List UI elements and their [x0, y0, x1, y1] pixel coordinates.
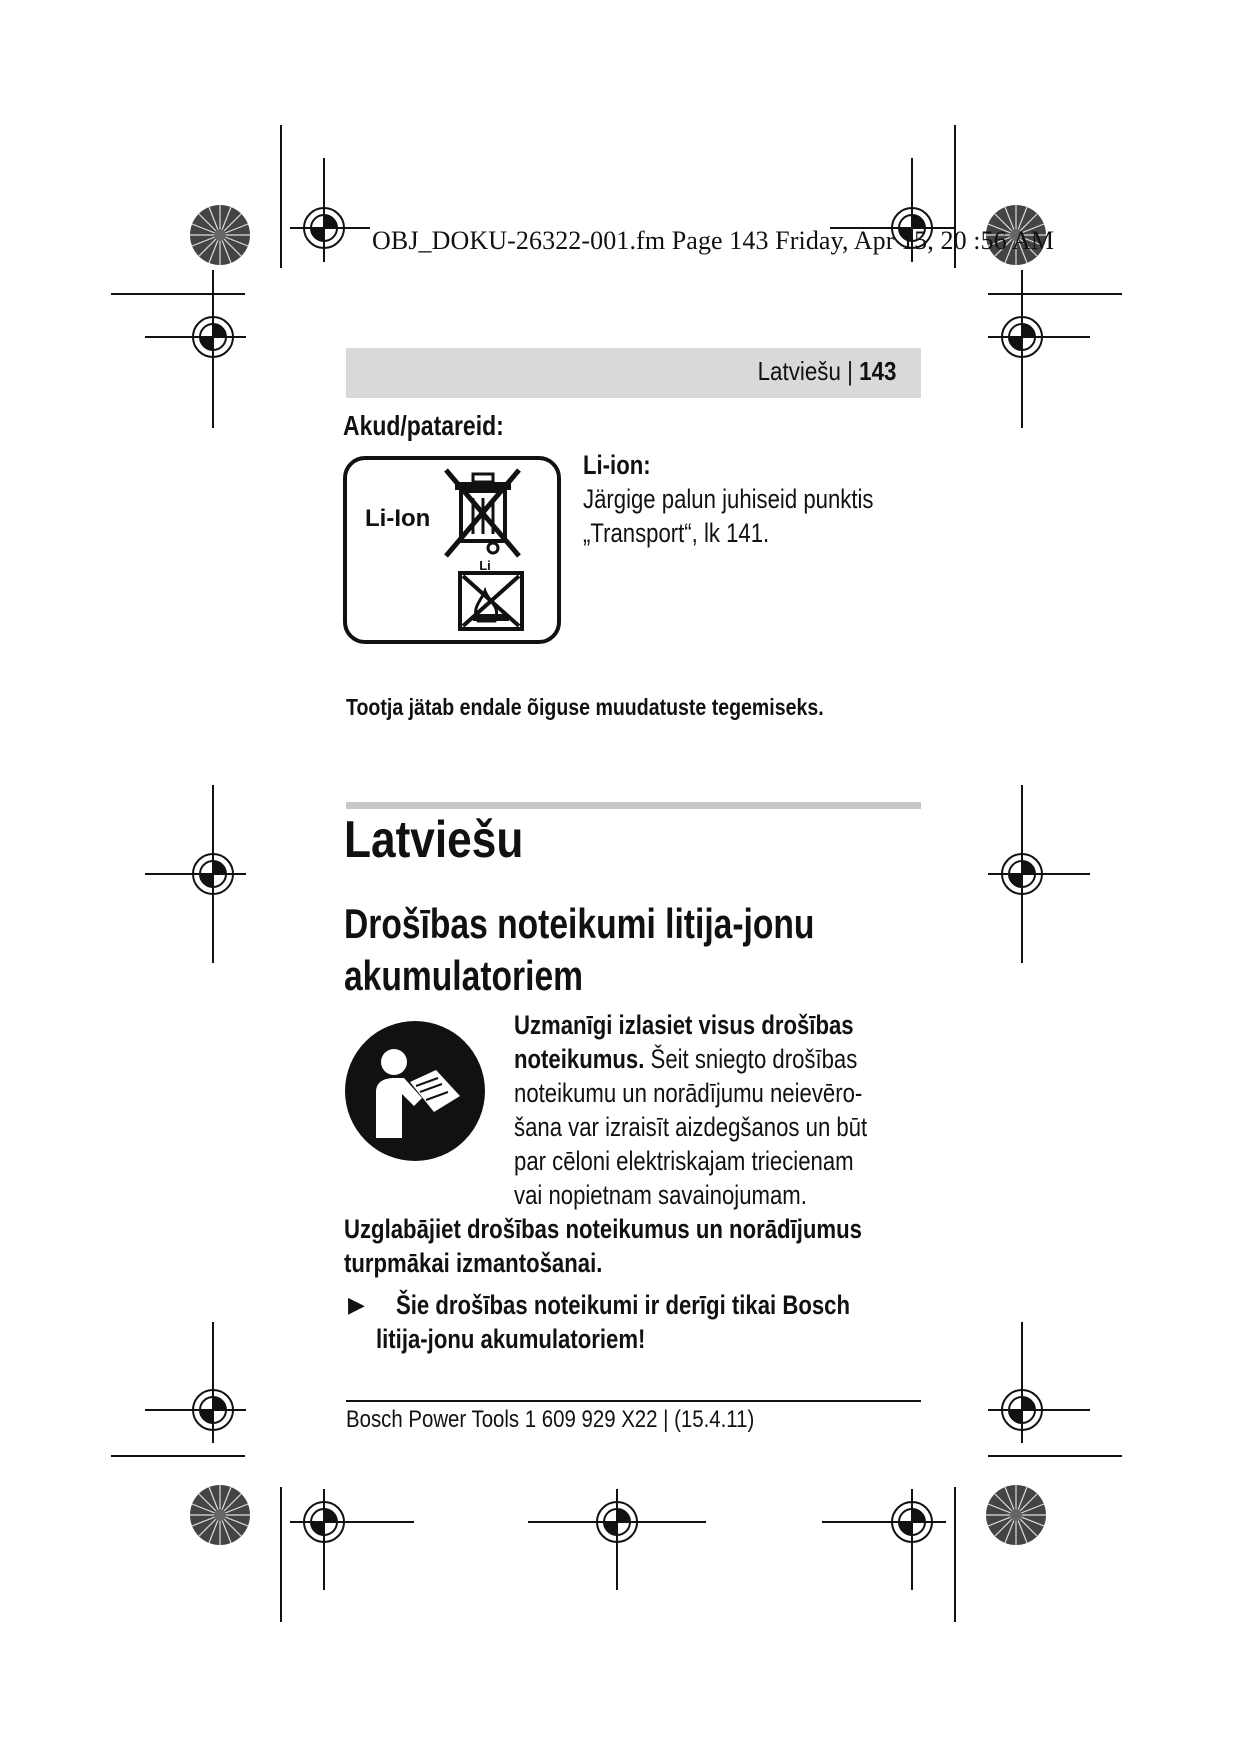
li-ion-disposal-symbol [343, 456, 563, 646]
color-bar-circle-icon [190, 205, 250, 265]
section-title [344, 898, 814, 1002]
section-rule [346, 802, 921, 809]
section-title-line1: Drošības noteikumi litija-jonu [344, 900, 815, 947]
manufacturer-note: Tootja jätab endale õiguse muudatuste tegemiseks. [346, 694, 824, 720]
language-title: Latviešu [344, 811, 524, 869]
running-head-separator: | [846, 356, 853, 386]
running-head-language: Latviešu [757, 356, 841, 386]
li-sub-label: Li [479, 558, 491, 573]
read-manual-icon [344, 1020, 486, 1162]
li-ion-text-line1: Järgige palun juhiseid punktis [583, 484, 874, 514]
read-warning-line5: par cēloni elektriskajam triecienam [514, 1146, 854, 1176]
read-warning-line2 [514, 1042, 857, 1076]
page-number: 143 [858, 356, 896, 386]
bullet-line1: Šie drošības noteikumi ir derīgi tikai Bosch [396, 1290, 850, 1320]
registration-target-icon [290, 158, 370, 262]
read-warning-line3: noteikumu un norādījumu neievēro- [514, 1078, 863, 1108]
registration-target-icon [988, 1322, 1090, 1443]
keep-instructions-line1: Uzglabājiet drošības noteikumus un norādījumus [344, 1214, 862, 1244]
li-ion-symbol-label: Li-Ion [365, 505, 431, 532]
section-title-line2: akumulatoriem [344, 952, 584, 999]
running-head [346, 348, 921, 398]
color-bar-circle-icon [190, 1485, 250, 1545]
read-warning-bold-word: noteikumus. [514, 1044, 645, 1074]
page-footer: Bosch Power Tools 1 609 929 X22 | (15.4.11) [346, 1406, 755, 1433]
print-file-header: OBJ_DOKU-26322-001.fm Page 143 Friday, Apr 15, 20 :56 AM [372, 226, 1055, 255]
registration-target-icon [145, 1322, 246, 1443]
li-ion-label: Li-ion: [583, 450, 651, 480]
footer-rule [346, 1400, 921, 1402]
bullet-arrow-icon: ▶ [348, 1292, 365, 1317]
read-warning-line1: Uzmanīgi izlasiet visus drošības [514, 1010, 854, 1040]
registration-target-icon [822, 1489, 946, 1590]
registration-target-icon [145, 785, 246, 963]
read-warning-line2-rest: Šeit sniegto drošības [644, 1044, 858, 1074]
read-warning-line6: vai nopietnam savainojumam. [514, 1180, 807, 1210]
registration-target-icon [988, 785, 1090, 963]
color-bar-circle-icon [986, 1485, 1046, 1545]
registration-target-icon [528, 1489, 706, 1590]
keep-instructions-line2: turpmākai izmantošanai. [344, 1248, 603, 1278]
li-ion-text-line2: „Transport“, lk 141. [583, 518, 770, 548]
read-warning-line4: šana var izraisīt aizdegšanos un būt [514, 1112, 868, 1142]
registration-target-icon [290, 1489, 414, 1590]
bullet-line2: litija-jonu akumulatoriem! [376, 1324, 646, 1354]
batteries-heading: Akud/patareid: [343, 410, 504, 441]
